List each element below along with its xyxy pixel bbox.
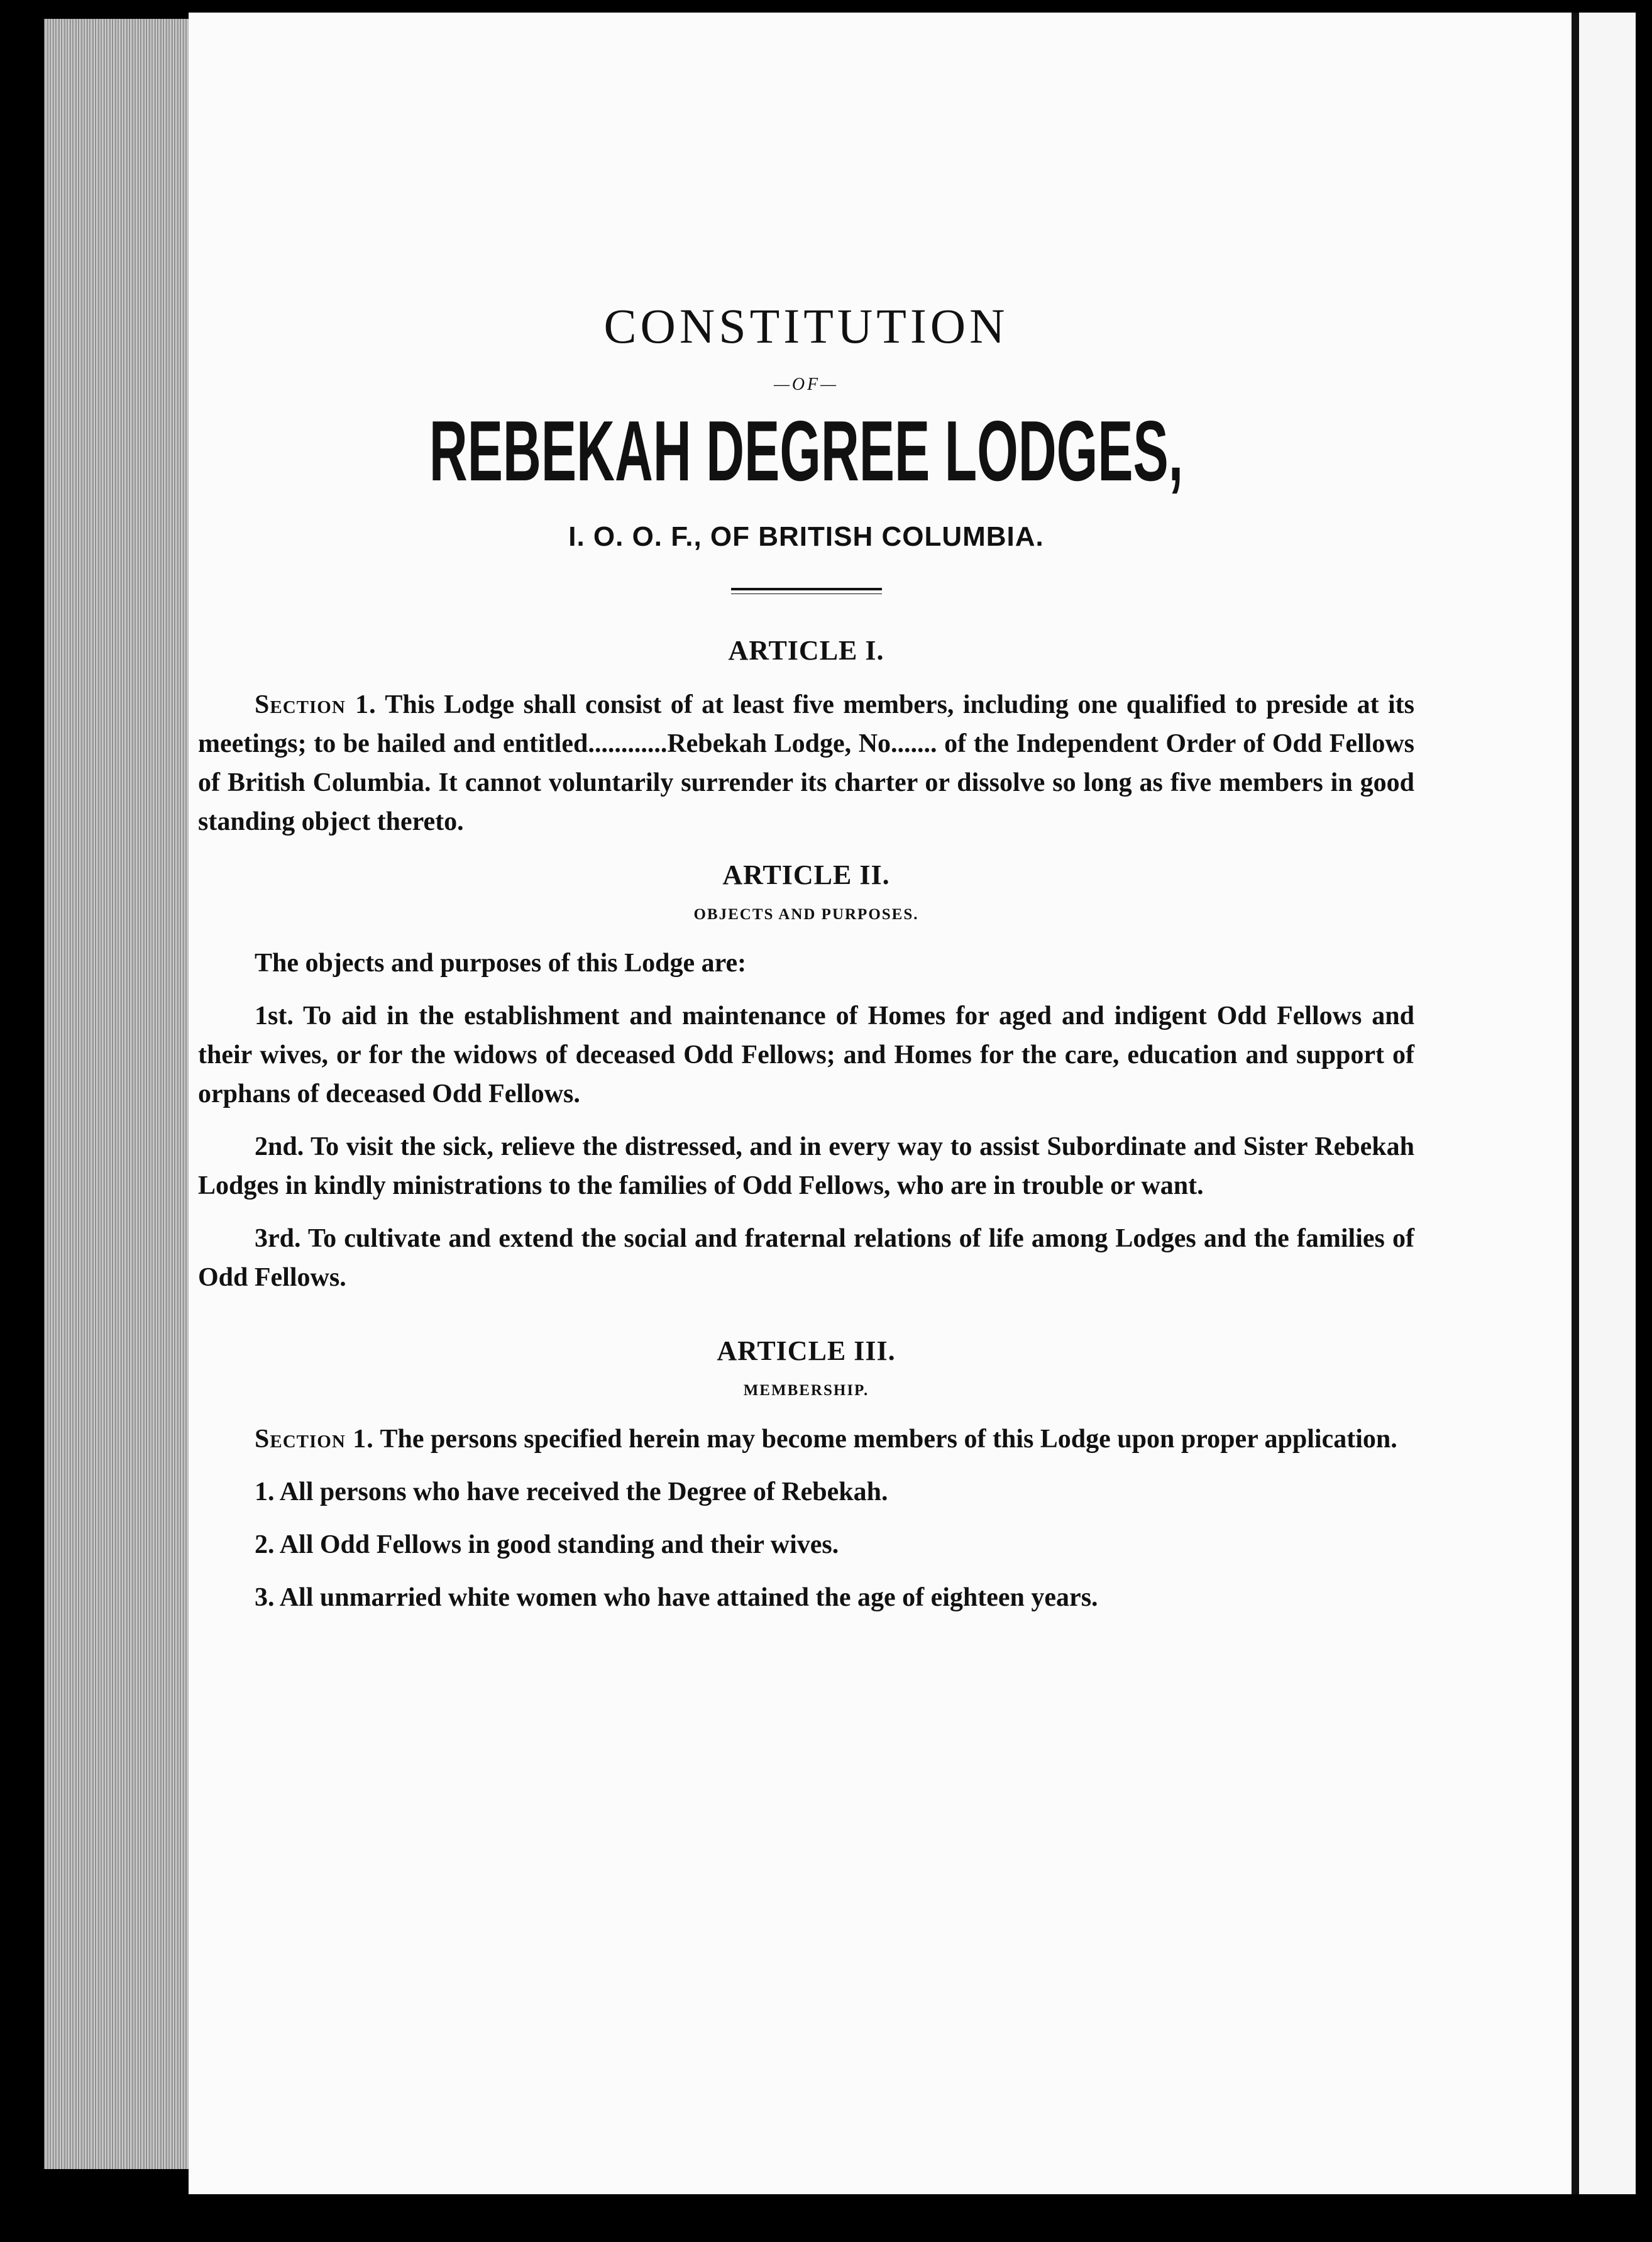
item-text: All Odd Fellows in good standing and their wives. (279, 1530, 839, 1559)
article-2-item (198, 1127, 1414, 1205)
next-page-edge (1579, 13, 1636, 2194)
article-2-heading: ARTICLE II. (722, 859, 890, 890)
article-1-heading: ARTICLE I. (728, 634, 884, 666)
title-subtitle: I. O. O. F., OF BRITISH COLUMBIA. (568, 521, 1044, 552)
title-of: —OF— (773, 375, 839, 394)
article-2-intro: The objects and purposes of this Lodge are: (255, 948, 747, 978)
item-label: 2. (255, 1530, 275, 1559)
article-3-section-1 (198, 1420, 1414, 1459)
item-text: To aid in the establishment and maintenance of Homes for aged and indigent Odd Fellows and their wives, or for the widows of deceased Odd Fellows; and Homes for the care, education and support of orphans of deceased Odd Fellows. (198, 1001, 1414, 1108)
item-label: 1st. (255, 1001, 294, 1030)
item-text: To visit the sick, relieve the distressed, and in every way to assist Subordinate and Sister Rebekah Lodges in kindly ministrations to the families of Odd Fellows, who are in trouble or want. (198, 1132, 1414, 1200)
title-constitution: CONSTITUTION (603, 299, 1009, 353)
section-label: Section 1. (255, 1424, 374, 1454)
article-2-item (198, 1219, 1414, 1297)
book-page-edges (44, 19, 195, 2169)
section-text: This Lodge shall consist of at least five members, including one qualified to preside at its meetings; to be hailed and entitled............Rebekah Lodge, No....... of the Independent Order of Odd Fellows of British Columbia. It cannot voluntarily surrender its charter or dissolve so long as five members in good standing object thereto. (198, 690, 1414, 836)
item-text: To cultivate and extend the social and fraternal relations of life among Lodges and the families of Odd Fellows. (198, 1223, 1414, 1292)
title-divider (731, 588, 882, 594)
page-content (198, 299, 1414, 1631)
item-text: All unmarried white women who have attained the age of eighteen years. (279, 1582, 1098, 1612)
title-main: REBEKAH DEGREE LODGES, (429, 403, 1184, 499)
page-gutter (1572, 13, 1579, 2194)
article-1-section-1 (198, 685, 1414, 841)
item-text: All persons who have received the Degree of Rebekah. (279, 1477, 888, 1506)
section-label: Section 1. (255, 690, 377, 719)
article-3-item (198, 1472, 1414, 1511)
section-text: The persons specified herein may become members of this Lodge upon proper application. (380, 1424, 1397, 1454)
article-3-subheading: MEMBERSHIP. (743, 1381, 869, 1399)
article-2-subheading: OBJECTS AND PURPOSES. (693, 905, 919, 923)
item-label: 3rd. (255, 1223, 301, 1253)
article-2-item (198, 997, 1414, 1113)
item-label: 3. (255, 1582, 275, 1612)
item-label: 1. (255, 1477, 275, 1506)
article-3-item (198, 1578, 1414, 1617)
article-3-heading: ARTICLE III. (717, 1335, 896, 1366)
article-3-item (198, 1525, 1414, 1564)
item-label: 2nd. (255, 1132, 304, 1161)
